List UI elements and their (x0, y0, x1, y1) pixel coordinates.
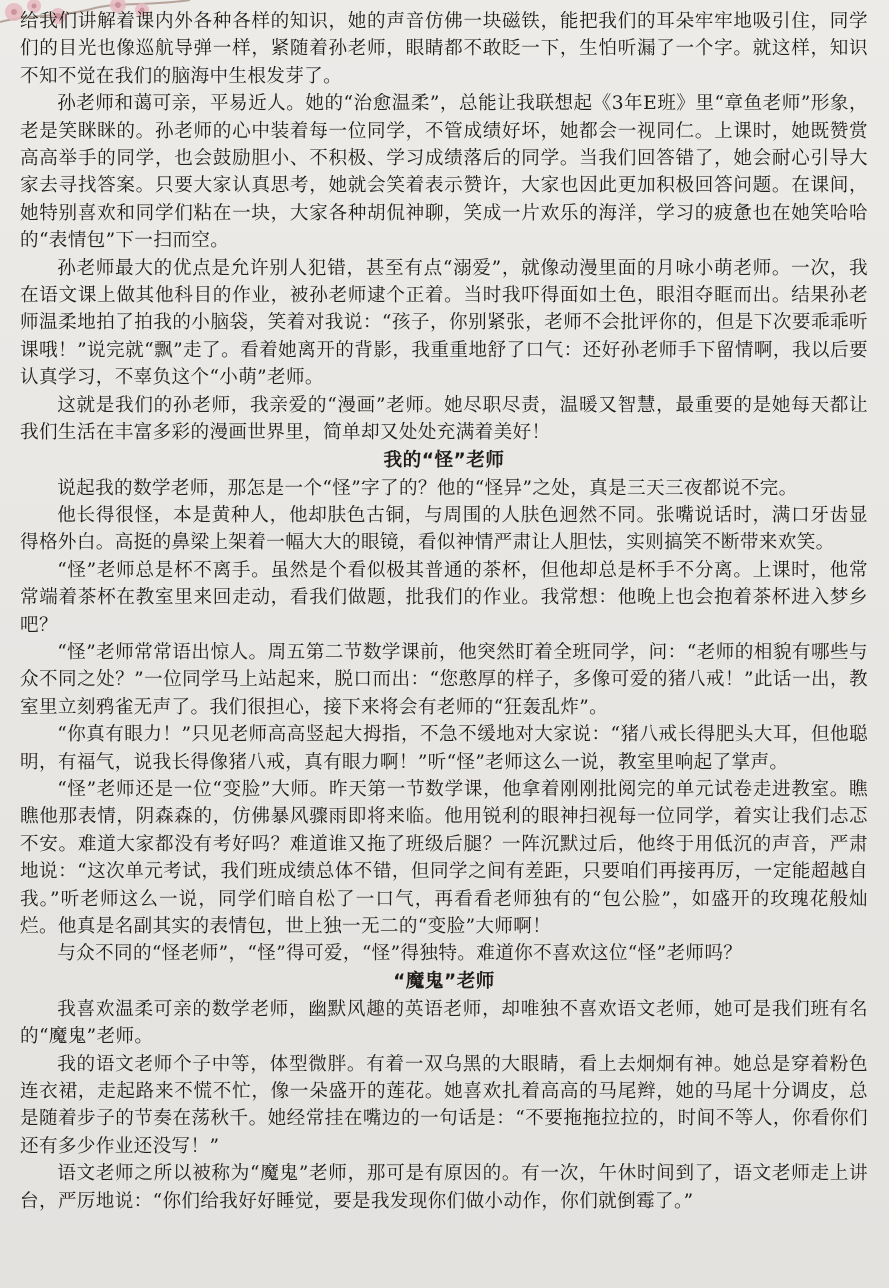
paragraph: “你真有眼力！”只见老师高高竖起大拇指，不急不缓地对大家说：“猪八戒长得肥头大耳，但他聪明，有福气，说我长得像猪八戒，真有眼力啊！”听“怪”老师这么一说，教室里响起了掌声。 (20, 724, 868, 773)
paragraph: 说起我的数学老师，那怎是一个“怪”字了的？他的“怪异”之处，真是三天三夜都说不完。 (57, 477, 798, 499)
paragraph: “怪”老师还是一位“变脸”大师。昨天第一节数学课，他拿着刚刚批阅完的单元试卷走进教室。瞧瞧他那表情，阴森森的，仿佛暴风骤雨即将来临。他用锐利的眼神扫视每一位同学，着实让我们忐忑不安。难道大家都没有考好吗？难道谁又拖了班级后腿？一阵沉默过后，他终于用低沉的声音，严肃地说：“这次单元考试，我们班成绩总体不错，但同学之间有差距，只要咱们再接再厉，一定能超越自我。”听老师这么一说，同学们暗自松了一口气，再看看老师独有的“包公脸”，如盛开的玫瑰花般灿烂。他真是名副其实的表情包，世上独一无二的“变脸”大师啊！ (20, 778, 868, 937)
paragraph: 给我们讲解着课内外各种各样的知识，她的声音仿佛一块磁铁，能把我们的耳朵牢牢地吸引住，同学们的目光也像巡航导弹一样，紧随着孙老师，眼睛都不敢眨一下，生怕听漏了一个字。就这样，知识不知不觉在我们的脑海中生根发芽了。 (20, 11, 868, 87)
paragraph: 这就是我们的孙老师，我亲爱的“漫画”老师。她尽职尽责，温暖又智慧，最重要的是她每天都让我们生活在丰富多彩的漫画世界里，简单却又处处充满着美好！ (20, 394, 868, 444)
paragraph: 我的语文老师个子中等，体型微胖。有着一双乌黑的大眼睛，看上去炯炯有神。她总是穿着粉色连衣裙，走起路来不慌不忙，像一朵盛开的莲花。她喜欢扎着高高的马尾辫，她的马尾十分调皮，总是随着步子的节奏在荡秋千。她经常挂在嘴边的一句话是：“不要拖拖拉拉的，时间不等人，你看你们还有多少作业还没写！” (20, 1053, 868, 1157)
paragraph: 他长得很怪，本是黄种人，他却肤色古铜，与周围的人肤色迥然不同。张嘴说话时，满口牙齿显得格外白。高挺的鼻梁上架着一幅大大的眼镜，看似神情严肃让人胆怯，实则搞笑不断带来欢笑。 (20, 504, 868, 554)
paragraph: 语文老师之所以被称为“魔鬼”老师，那可是有原因的。有一次，午休时间到了，语文老师走上讲台，严厉地说：“你们给我好好睡觉，要是我发现你们做小动作，你们就倒霉了。” (20, 1163, 868, 1212)
paragraph: 我喜欢温柔可亲的数学老师，幽默风趣的英语老师，却唯独不喜欢语文老师，她可是我们班有名的“魔鬼”老师。 (20, 998, 868, 1048)
paragraph: 孙老师最大的优点是允许别人犯错，甚至有点“溺爱”，就像动漫里面的月咏小萌老师。一次，我在语文课上做其他科目的作业，被孙老师逮个正着。当时我吓得面如土色，眼泪夺眶而出。结果孙老师温柔地拍了拍我的小脑袋，笑着对我说：“孩子，你别紧张，老师不会批评你的，但是下次要乖乖听课哦！”说完就“飘”走了。看着她离开的背影，我重重地舒了口气：还好孙老师手下留情啊，我以后要认真学习，不辜负这个“小萌”老师。 (20, 257, 868, 389)
paragraph: “怪”老师总是杯不离手。虽然是个看似极其普通的茶杯，但他却总是杯手不分离。上课时，他常常端着茶杯在教室里来回走动，看我们做题，批我们的作业。我常想：他晚上也会抱着茶杯进入梦乡吧？ (20, 559, 868, 636)
essay-title: 我的“怪”老师 (383, 449, 505, 471)
paragraph: 孙老师和蔼可亲，平易近人。她的“治愈温柔”，总能让我联想起《3年E班》里“章鱼老师”形象，老是笑眯眯的。孙老师的心中装着每一位同学，不管成绩好坏，她都会一视同仁。上课时，她既赞赏高高举手的同学，也会鼓励胆小、不积极、学习成绩落后的同学。当我们回答错了，她会耐心引导大家去寻找答案。只要大家认真思考，她就会笑着表示赞许，大家也因此更加积极回答问题。在课间，她特别喜欢和同学们粘在一块，大家各种胡侃神聊，笑成一片欢乐的海洋，学习的疲惫也在她笑哈哈的“表情包”下一扫而空。 (20, 93, 868, 252)
closing-paragraph: 与众不同的“怪老师”，“怪”得可爱，“怪”得独特。难道你不喜欢这位“怪”老师吗？ (57, 943, 743, 965)
essay-title: “魔鬼”老师 (393, 970, 495, 992)
article-body (20, 8, 868, 1215)
paragraph: “怪”老师常常语出惊人。周五第二节数学课前，他突然盯着全班同学，问：“老师的相貌有哪些与众不同之处？”一位同学马上站起来，脱口而出：“您憨厚的样子，多像可爱的猪八戒！”此话一出，教室里立刻鸦雀无声了。我们很担心，接下来将会有老师的“狂轰乱炸”。 (20, 641, 868, 718)
